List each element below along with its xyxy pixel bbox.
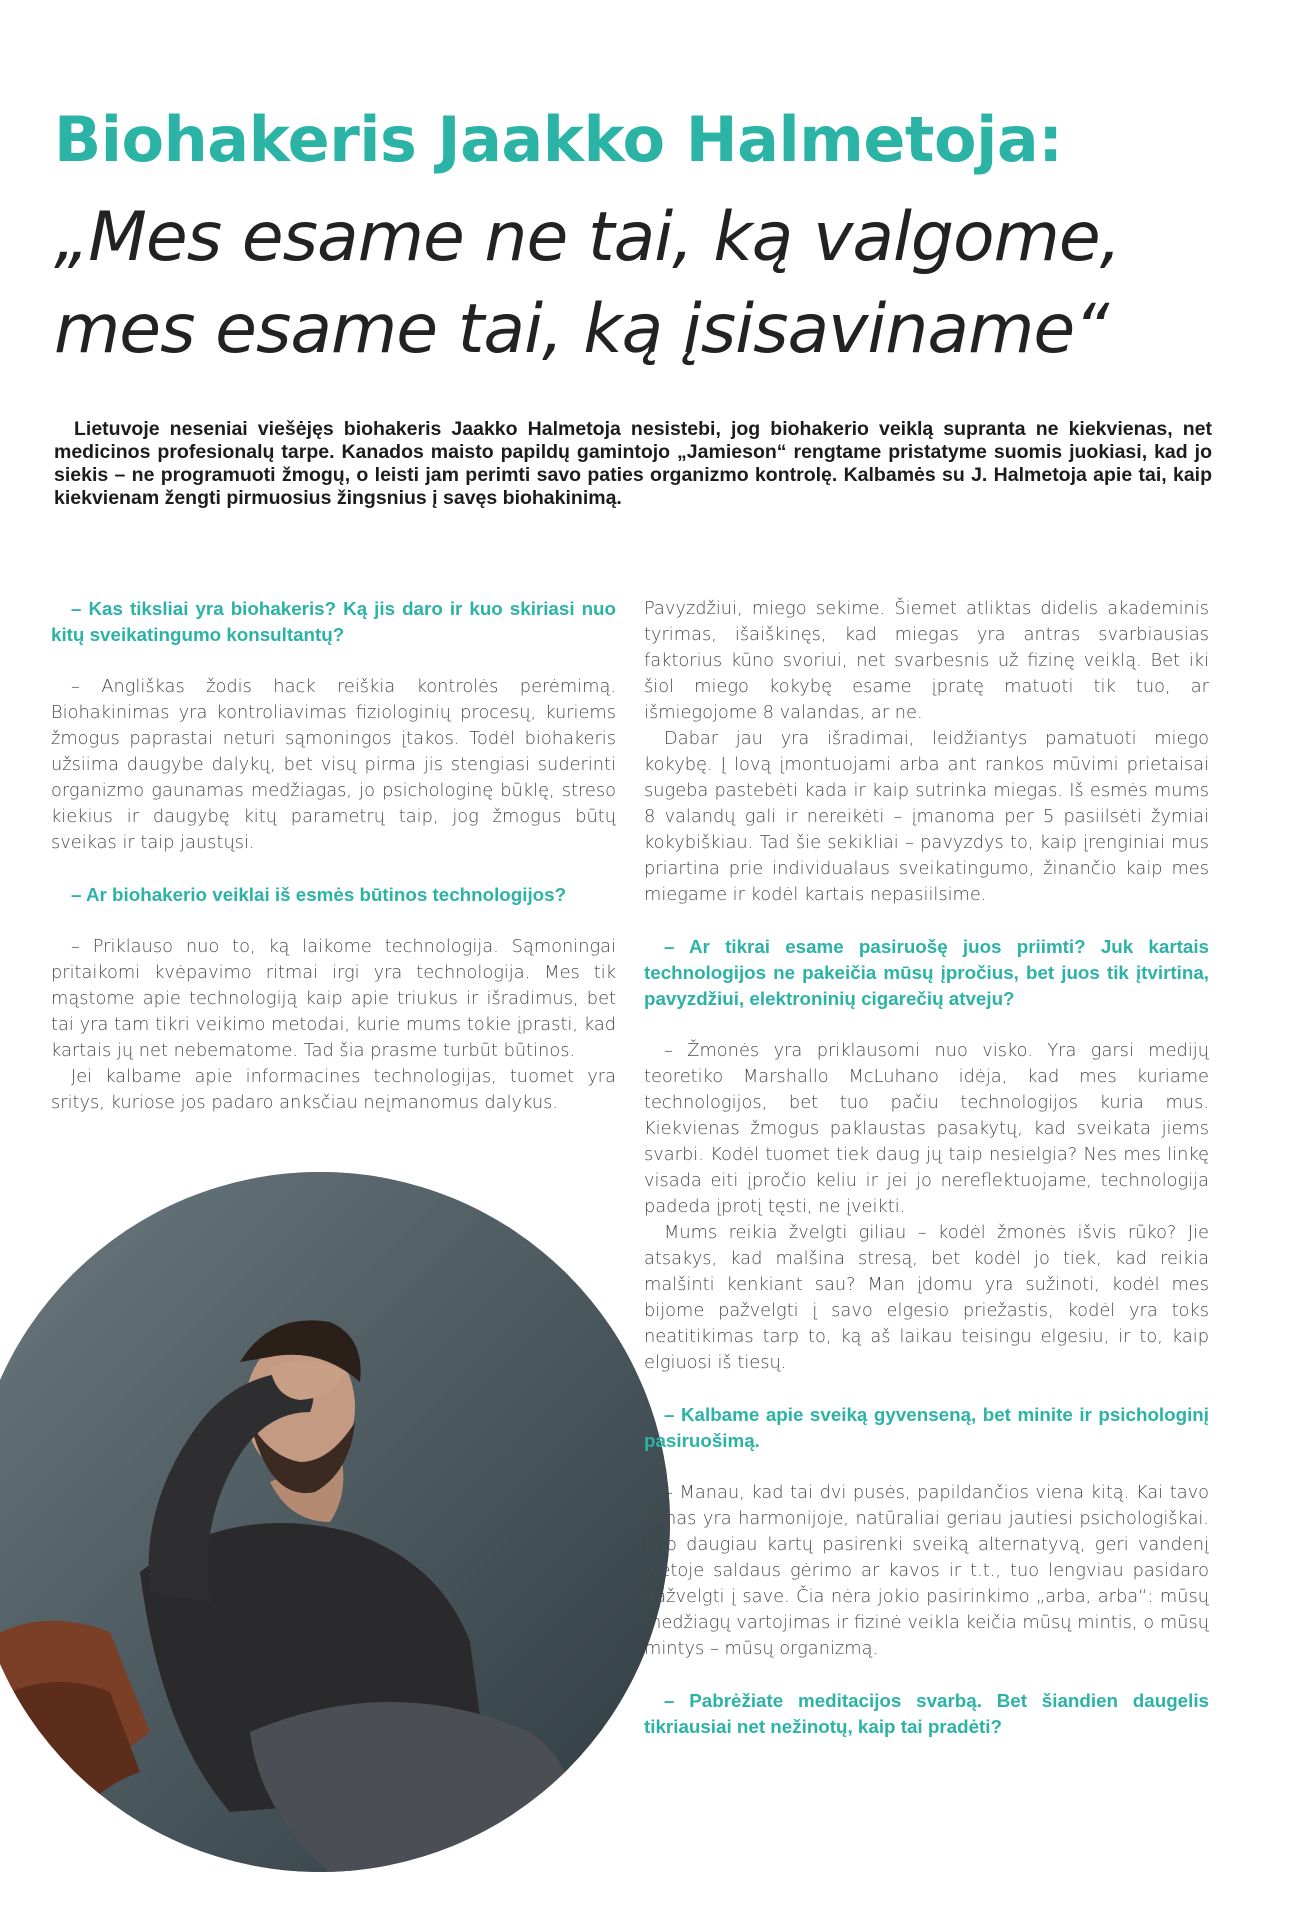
question-2: – Ar biohakerio veiklai iš esmės būtinos technologijos? (71, 884, 567, 905)
answer-paragraph: Mums reikia žvelgti giliau – kodėl žmonės išvis rūko? Jie atsakys, kad malšina stresą, bet kodėl jo tiek, kad reikia malšinti kenkiant sau? Man įdomu yra sužinoti, kodėl mes bijome pažvelgti į savo elgesio priežastis, kodėl yra toks neatitikimas tarp to, ką aš laikau teisingu elgesiu, ir to, kaip elgiuosi iš tiesų. (644, 1222, 1209, 1373)
answer-paragraph: – Žmonės yra priklausomi nuo visko. Yra garsi medijų teoretiko Marshallo McLuhano idėja, kad mes kuriame technologijos, bet tuo pačiu technologijos kuria mus. Kiekvienas žmogus paklaustas pasakytų, kad sveikata jiems svarbi. Kodėl tuomet tiek daug jų taip nesielgia? Nes mes linkę visada eiti įpročio keliu ir jei jo nereflektuojame, technologija padeda įprotį tęsti, ne įveikti. (644, 1040, 1209, 1217)
answer-paragraph: – Manau, kad tai dvi pusės, papildančios viena kitą. Kai tavo kūnas yra harmonijoje, natūraliai geriau jautiesi psichologiškai. Kuo daugiau kartų pasirenki sveiką alternatyvą, geri vandenį vietoje saldaus gėrimo ar kavos ir t.t., tuo lengviau pasidaro pažvelgti į save. Čia nėra jokio pasirinkimo „arba, arba“: mūsų medžiagų vartojimas ir fizinė veikla keičia mūsų mintis, o mūsų mintys – mūsų organizmą. (644, 1482, 1209, 1659)
article-headline: Biohakeris Jaakko Halmetoja: (54, 103, 1063, 176)
right-text-column (644, 596, 1209, 1740)
man-on-sofa-illustration (0, 1172, 670, 1872)
answer-paragraph: – Priklauso nuo to, ką laikome technologija. Sąmoningai pritaikomi kvėpavimo ritmai irgi yra technologija. Mes tik mąstome apie technologiją kaip apie triukus ir išradimus, bet tai yra tam tikri veikimo metodai, kurie mums tokie įprasti, kad kartais jų net nebematome. Tad šia prasme turbūt būtinos. (51, 936, 616, 1061)
answer-paragraph: Pavyzdžiui, miego sekime. Šiemet atliktas didelis akademinis tyrimas, išaiškinęs, kad miegas yra antras svarbiausias faktorius kūno svoriui, net svarbesnis už fizinę veiklą. Bet iki šiol miego kokybę esame įpratę matuoti tik tuo, ar išmiegojome 8 valandas, ar ne. (644, 598, 1209, 723)
headline-quote-line-2: mes esame tai, ką įsisaviname“ (54, 290, 1109, 369)
question-1: – Kas tiksliai yra biohakeris? Ką jis daro ir kuo skiriasi nuo kitų sveikatingumo konsultantų? (51, 598, 616, 645)
question-3: – Ar tikrai esame pasiruošę juos priimti? Juk kartais technologijos ne pakeičia mūsų įpročius, bet juos tik įtvirtina, pavyzdžiui, elektroninių cigarečių atveju? (644, 936, 1209, 1009)
headline-quote-line-1: „Mes esame ne tai, ką valgome, (54, 198, 1121, 277)
answer-paragraph: – Angliškas žodis hack reiškia kontrolės perėmimą. Biohakinimas yra kontroliavimas fiziologinių procesų, kuriems žmogus paprastai neturi sąmoningos įtakos. Todėl biohakeris užsiima daugybe dalykų, bet visų pirma jis stengiasi suderinti organizmo gaunamas medžiagas, jo psichologinę būklę, streso kiekius ir daugybę kitų parametrų taip, jog žmogus būtų sveikas ir taip jaustųsi. (51, 676, 616, 853)
left-text-column (51, 596, 616, 1116)
answer-paragraph: Dabar jau yra išradimai, leidžiantys pamatuoti miego kokybę. Į lovą įmontuojami arba ant rankos mūvimi prietaisai sugeba pastebėti kada ir kaip sutrinka miegas. Iš esmės mums 8 valandų gali ir nereikėti – įmanoma per 5 pasiilsėti žymiai kokybiškiau. Tad šie sekikliai – pavyzdys to, kaip įrenginiai mus priartina prie individualaus sveikatingumo, žinančio kaip mes miegame ir kodėl kartais nepasiilsime. (644, 728, 1209, 905)
interview-photo (0, 1172, 670, 1872)
article-lead: Lietuvoje neseniai viešėjęs biohakeris Jaakko Halmetoja nesistebi, jog biohakerio veiklą supranta ne kiekvienas, net medicinos profesionalų tarpe. Kanados maisto papildų gamintojo „Jamieson“ rengtame pristatyme suomis juokiasi, kad jo siekis – ne programuoti žmogų, o leisti jam perimti savo paties organizmo kontrolę. Kalbamės su J. Halmetoja apie tai, kaip kiekvienam žengti pirmuosius žingsnius į savęs biohakinimą. (54, 418, 1212, 509)
question-5: – Pabrėžiate meditacijos svarbą. Bet šiandien daugelis tikriausiai net nežinotų, kaip tai pradėti? (644, 1690, 1209, 1737)
answer-paragraph: Jei kalbame apie informacines technologijas, tuomet yra sritys, kuriose jos padaro anksčiau neįmanomus dalykus. (51, 1066, 616, 1113)
question-4: – Kalbame apie sveiką gyvenseną, bet minite ir psichologinį pasiruošimą. (644, 1404, 1209, 1451)
